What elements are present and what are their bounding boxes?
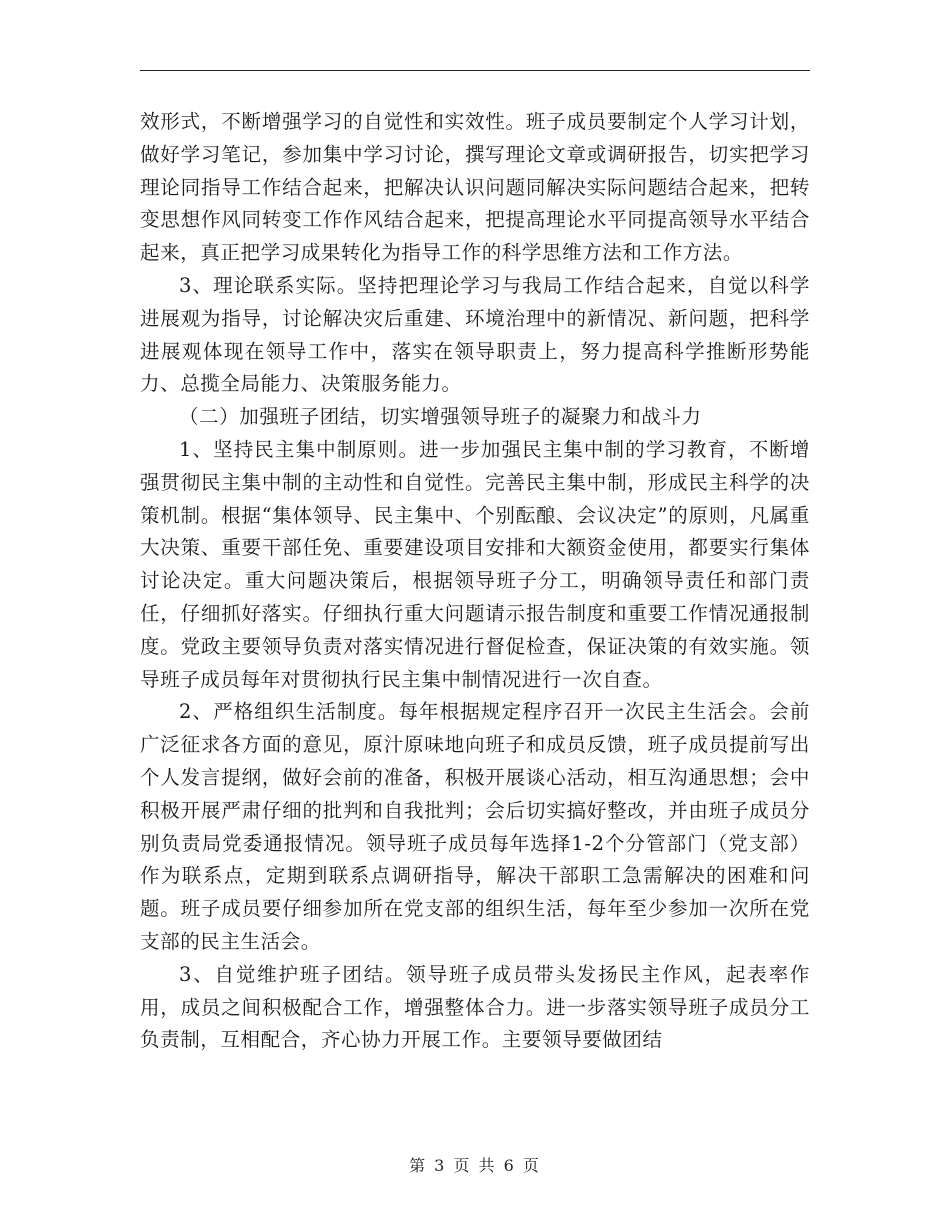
header-rule (140, 70, 810, 71)
paragraph-team-unity: 3、自觉维护班子团结。领导班子成员带头发扬民主作风，起表率作用，成员之间积极配合工作，增强整体合力。进一步落实领导班子成员分工负责制，互相配合，齐心协力开展工作。主要领导要做团结 (140, 962, 810, 1052)
paragraph-continuation: 效形式，不断增强学习的自觉性和实效性。班子成员要制定个人学习计划，做好学习笔记，参加集中学习讨论，撰写理论文章或调研报告，切实把学习理论同指导工作结合起来，把解决认识问题同解决实际问题结合起来，把转变思想作风同转变工作作风结合起来，把提高理论水平同提高领导水平结合起来，真正把学习成果转化为指导工作的科学思维方法和工作方法。 (140, 110, 810, 265)
section-heading-unity: （二）加强班子团结，切实增强领导班子的凝聚力和战斗力 (179, 405, 702, 429)
paragraph-theory-practice: 3、理论联系实际。坚持把理论学习与我局工作结合起来，自觉以科学进展观为指导，讨论解决灾后重建、环境治理中的新情况、新问题，把科学进展观体现在领导工作中，落实在领导职责上，努力提高科学推断形势能力、总揽全局能力、决策服务能力。 (140, 273, 810, 396)
paragraph-organizational-life: 2、严格组织生活制度。每年根据规定程序召开一次民主生活会。会前广泛征求各方面的意见，原汁原味地向班子和成员反馈，班子成员提前写出个人发言提纲，做好会前的准备，积极开展谈心活动，相互沟通思想；会中积极开展严肃仔细的批判和自我批判；会后切实搞好整改，并由班子成员分别负责局党委通报情况。领导班子成员每年选择1-2个分管部门（党支部）作为联系点，定期到联系点调研指导，解决干部职工急需解决的困难和问题。班子成员要仔细参加所在党支部的组织生活，每年至少参加一次所在党支部的民主生活会。 (140, 700, 810, 953)
paragraph-democratic-centralism: 1、坚持民主集中制原则。进一步加强民主集中制的学习教育，不断增强贯彻民主集中制的主动性和自觉性。完善民主集中制，形成民主科学的决策机制。根据“集体领导、民主集中、个别酝酿、会议决定”的原则，凡属重大决策、重要干部任免、重要建设项目安排和大额资金使用，都要实行集体讨论决定。重大问题决策后，根据领导班子分工，明确领导责任和部门责任，仔细抓好落实。仔细执行重大问题请示报告制度和重要工作情况通报制度。党政主要领导负责对落实情况进行督促检查，保证决策的有效实施。领导班子成员每年对贯彻执行民主集中制情况进行一次自查。 (140, 437, 810, 691)
document-body (140, 106, 810, 1057)
page-number-footer: 第 3 页 共 6 页 (409, 1156, 541, 1175)
